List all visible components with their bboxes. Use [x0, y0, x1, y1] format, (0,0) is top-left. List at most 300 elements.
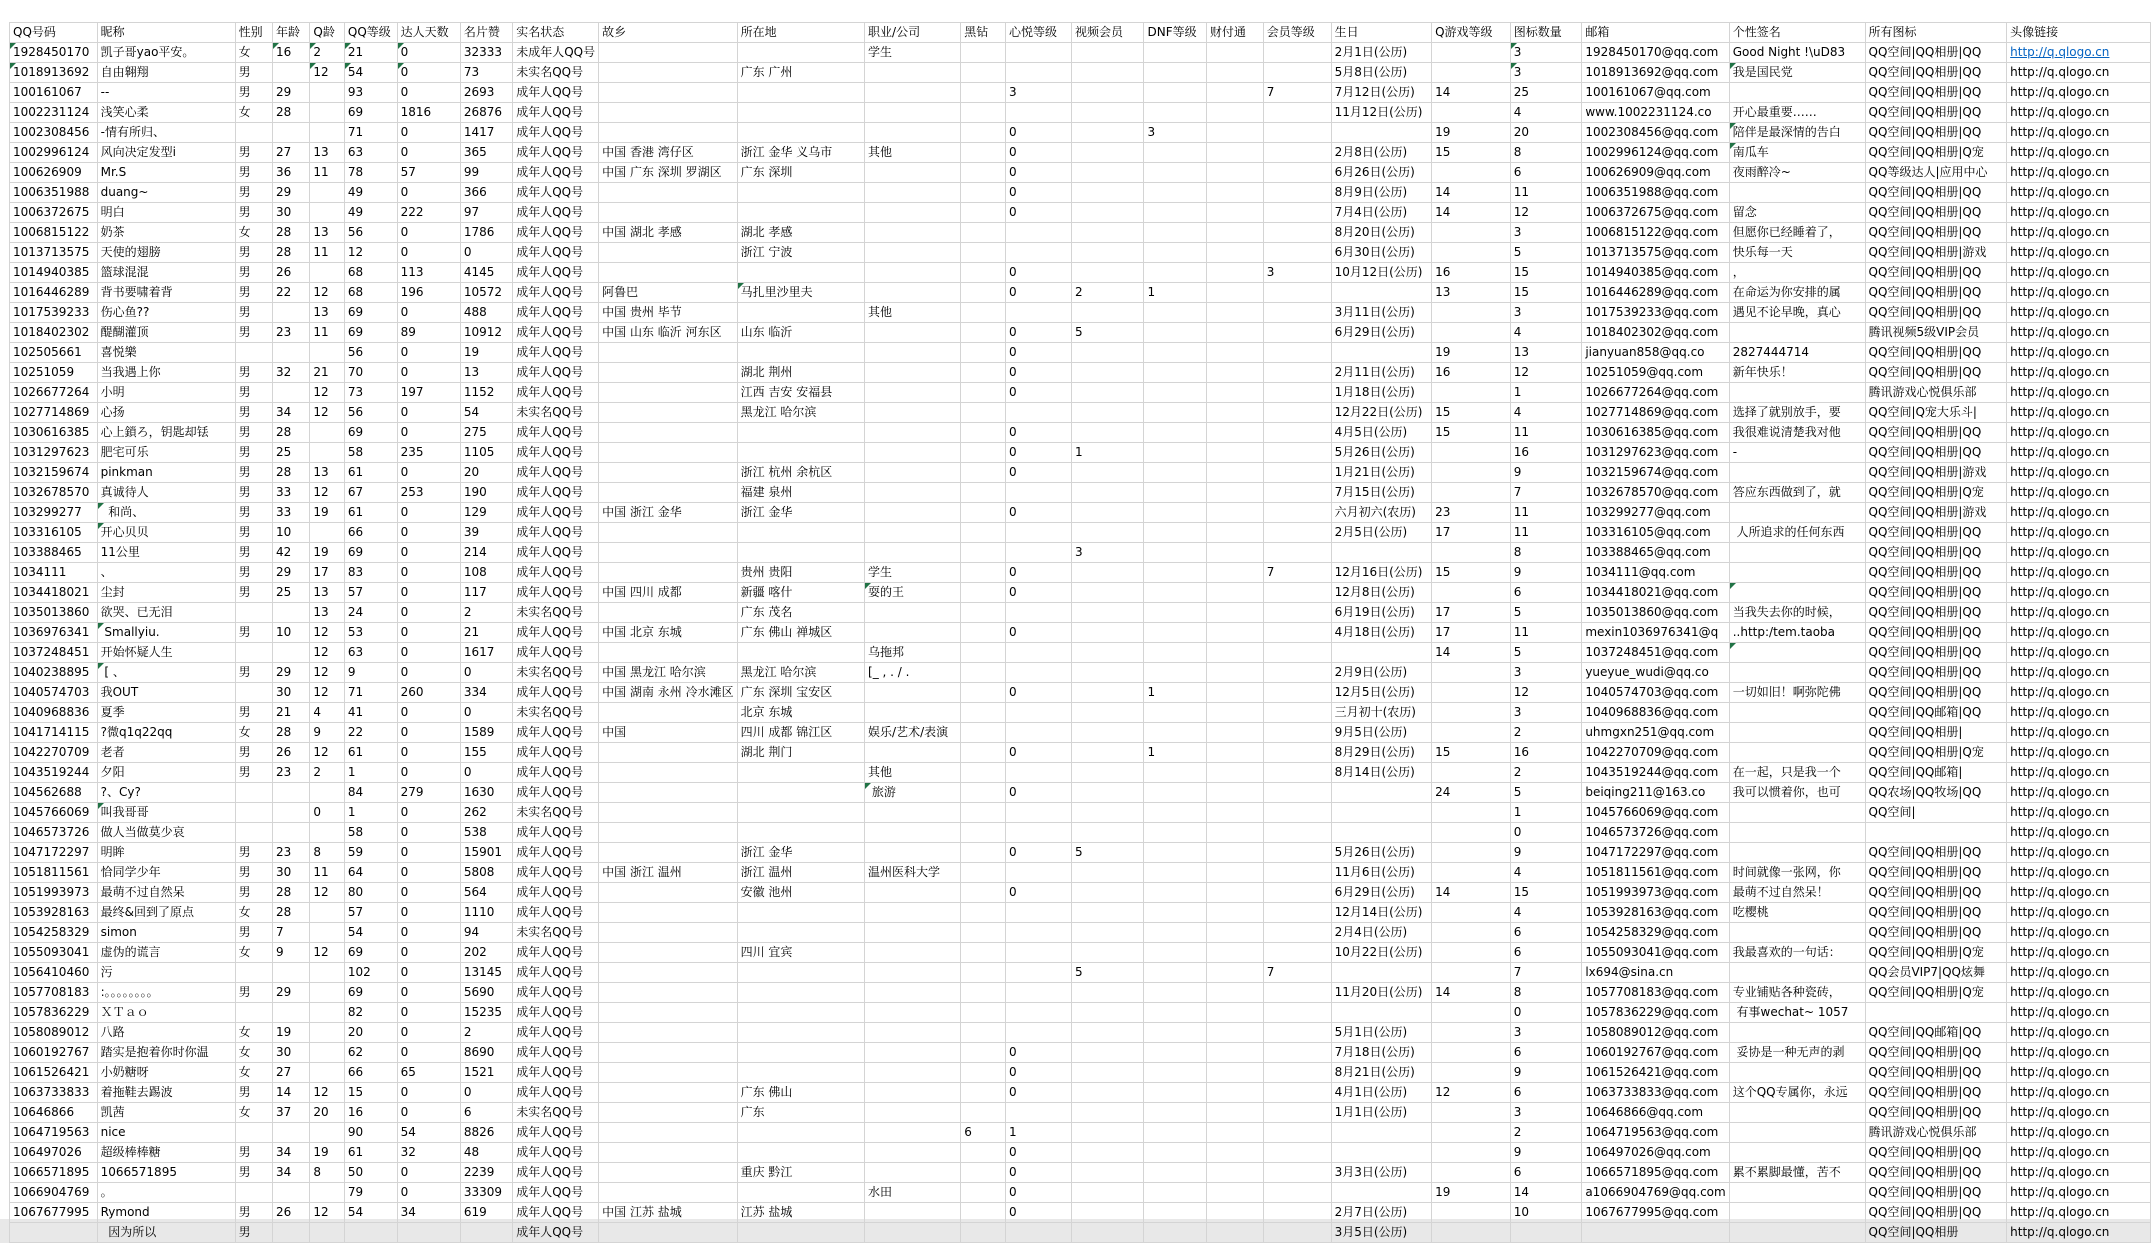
cell[interactable]: 11 — [310, 243, 344, 263]
cell[interactable]: 1006815122@qq.com — [1582, 223, 1729, 243]
cell[interactable] — [273, 1123, 310, 1143]
cell[interactable]: 女 — [235, 1043, 272, 1063]
cell[interactable] — [961, 1143, 1006, 1163]
cell[interactable]: 浙江 杭州 余杭区 — [737, 463, 864, 483]
cell[interactable] — [737, 203, 864, 223]
cell[interactable] — [1072, 523, 1144, 543]
cell[interactable]: QQ空间|Q宠大乐斗| — [1865, 403, 2007, 423]
cell[interactable]: 28 — [273, 723, 310, 743]
cell[interactable] — [1206, 803, 1263, 823]
cell[interactable] — [235, 783, 272, 803]
cell[interactable] — [1072, 803, 1144, 823]
cell[interactable]: 22 — [273, 283, 310, 303]
cell[interactable] — [1729, 643, 1865, 663]
cell[interactable]: 0 — [397, 763, 460, 783]
cell[interactable]: 29 — [273, 563, 310, 583]
cell[interactable]: 0 — [397, 1083, 460, 1103]
cell[interactable]: 中国 浙江 金华 — [599, 503, 737, 523]
cell[interactable]: 49 — [344, 203, 397, 223]
cell[interactable]: 2693 — [460, 83, 512, 103]
cell[interactable] — [1331, 643, 1432, 663]
cell[interactable]: 男 — [235, 883, 272, 903]
cell[interactable]: 未实名QQ号 — [513, 63, 599, 83]
cell[interactable] — [1729, 383, 1865, 403]
cell[interactable]: http://q.qlogo.cn — [2007, 283, 2151, 303]
cell[interactable] — [1206, 863, 1263, 883]
cell[interactable] — [1263, 983, 1331, 1003]
cell[interactable]: 浙江 金华 — [737, 843, 864, 863]
cell[interactable] — [1006, 643, 1072, 663]
cell[interactable]: 做人当做莫少哀 — [97, 823, 235, 843]
cell[interactable] — [1263, 403, 1331, 423]
cell[interactable]: 0 — [1006, 743, 1072, 763]
cell[interactable]: 102 — [344, 963, 397, 983]
cell[interactable] — [273, 1003, 310, 1023]
cell[interactable]: 娱乐/艺术/表演 — [865, 723, 961, 743]
cell[interactable]: 成年人QQ号 — [513, 203, 599, 223]
cell[interactable]: 1 — [1144, 283, 1206, 303]
cell[interactable]: QQ空间|QQ相册|QQ — [1865, 543, 2007, 563]
cell[interactable] — [1206, 63, 1263, 83]
cell[interactable]: 103388465 — [10, 543, 98, 563]
cell[interactable]: 最终&回到了原点 — [97, 903, 235, 923]
cell[interactable]: QQ空间|QQ相册|QQ — [1865, 883, 2007, 903]
cell[interactable]: 1521 — [460, 1063, 512, 1083]
cell[interactable]: 湖北 孝感 — [737, 223, 864, 243]
cell[interactable] — [1072, 763, 1144, 783]
cell[interactable]: 成年人QQ号 — [513, 1123, 599, 1143]
cell[interactable]: 1061526421@qq.com — [1582, 1063, 1729, 1083]
cell[interactable]: 1026677264 — [10, 383, 98, 403]
cell[interactable]: 102505661 — [10, 343, 98, 363]
cell[interactable]: 26 — [273, 263, 310, 283]
cell[interactable]: 1016446289@qq.com — [1582, 283, 1729, 303]
cell[interactable]: 1066904769 — [10, 1183, 98, 1203]
cell[interactable]: 82 — [344, 1003, 397, 1023]
cell[interactable]: 56 — [344, 343, 397, 363]
cell[interactable]: 成年人QQ号 — [513, 843, 599, 863]
cell[interactable] — [1729, 463, 1865, 483]
cell[interactable] — [235, 123, 272, 143]
cell[interactable]: 1 — [1510, 803, 1582, 823]
cell[interactable]: 6 — [1510, 923, 1582, 943]
cell[interactable] — [273, 63, 310, 83]
cell[interactable] — [1432, 1203, 1511, 1223]
cell[interactable]: http://q.qlogo.cn — [2007, 1183, 2151, 1203]
cell[interactable] — [1006, 523, 1072, 543]
cell[interactable]: duang~ — [97, 183, 235, 203]
cell[interactable] — [1263, 443, 1331, 463]
cell[interactable] — [1432, 443, 1511, 463]
cell[interactable]: 17 — [310, 563, 344, 583]
cell[interactable] — [961, 923, 1006, 943]
cell[interactable]: QQ会员VIP7|QQ炫舞 — [1865, 963, 2007, 983]
cell[interactable] — [1206, 923, 1263, 943]
cell[interactable] — [737, 783, 864, 803]
cell[interactable]: 100626909@qq.com — [1582, 163, 1729, 183]
cell[interactable] — [310, 423, 344, 443]
cell[interactable]: 成年人QQ号 — [513, 1143, 599, 1163]
cell[interactable] — [1072, 1123, 1144, 1143]
cell[interactable] — [235, 603, 272, 623]
cell[interactable]: 10月12日(公历) — [1331, 263, 1432, 283]
cell[interactable]: 11 — [310, 863, 344, 883]
cell[interactable]: 8 — [1510, 143, 1582, 163]
cell[interactable] — [1432, 583, 1511, 603]
cell[interactable]: 中国 湖南 永州 冷水滩区 — [599, 683, 737, 703]
cell[interactable]: 103299277 — [10, 503, 98, 523]
cell[interactable] — [1263, 623, 1331, 643]
cell[interactable]: 2月5日(公历) — [1331, 523, 1432, 543]
cell[interactable] — [865, 203, 961, 223]
cell[interactable] — [1206, 103, 1263, 123]
cell[interactable]: 成年人QQ号 — [513, 763, 599, 783]
cell[interactable]: 1032678570 — [10, 483, 98, 503]
cell[interactable]: 4 — [310, 703, 344, 723]
cell[interactable]: 1045766069 — [10, 803, 98, 823]
cell[interactable] — [1206, 583, 1263, 603]
cell[interactable]: 成年人QQ号 — [513, 1183, 599, 1203]
cell[interactable] — [1432, 803, 1511, 823]
cell[interactable]: http://q.qlogo.cn — [2007, 463, 2151, 483]
cell[interactable]: 12 — [1510, 203, 1582, 223]
cell[interactable]: 61 — [344, 1143, 397, 1163]
column-header-1[interactable]: QQ号码 — [10, 23, 98, 43]
cell[interactable]: 男 — [235, 983, 272, 1003]
cell[interactable] — [1072, 183, 1144, 203]
cell[interactable]: 24 — [344, 603, 397, 623]
cell[interactable]: 0 — [397, 883, 460, 903]
cell[interactable] — [1331, 803, 1432, 823]
cell[interactable]: 73 — [344, 383, 397, 403]
cell[interactable]: 成年人QQ号 — [513, 343, 599, 363]
cell[interactable] — [737, 823, 864, 843]
cell[interactable] — [1582, 1223, 1729, 1243]
cell[interactable]: 5 — [1510, 643, 1582, 663]
cell[interactable] — [1263, 883, 1331, 903]
cell[interactable]: http://q.qlogo.cn — [2007, 1203, 2151, 1223]
cell[interactable]: 15 — [1510, 263, 1582, 283]
cell[interactable]: 0 — [1006, 383, 1072, 403]
cell[interactable]: 66 — [344, 523, 397, 543]
cell[interactable]: 12 — [310, 63, 344, 83]
cell[interactable] — [961, 523, 1006, 543]
cell[interactable] — [1006, 863, 1072, 883]
cell[interactable]: 58 — [344, 443, 397, 463]
cell[interactable]: http://q.qlogo.cn — [2007, 743, 2151, 763]
cell[interactable] — [1729, 723, 1865, 743]
cell[interactable]: 3 — [1510, 43, 1582, 63]
cell[interactable] — [1432, 43, 1511, 63]
cell[interactable]: http://q.qlogo.cn — [2007, 523, 2151, 543]
cell[interactable] — [1865, 1003, 2007, 1023]
cell[interactable] — [1206, 723, 1263, 743]
cell[interactable]: http://q.qlogo.cn — [2007, 1143, 2151, 1163]
cell[interactable]: QQ空间|QQ相册 — [1865, 1223, 2007, 1243]
cell[interactable]: http://q.qlogo.cn — [2007, 623, 2151, 643]
cell[interactable] — [1144, 943, 1206, 963]
cell[interactable]: 103388465@qq.com — [1582, 543, 1729, 563]
cell[interactable] — [1072, 943, 1144, 963]
cell[interactable] — [961, 103, 1006, 123]
cell[interactable] — [737, 963, 864, 983]
cell[interactable]: 中国 浙江 温州 — [599, 863, 737, 883]
cell[interactable] — [865, 183, 961, 203]
cell[interactable] — [1729, 1223, 1865, 1243]
cell[interactable] — [310, 103, 344, 123]
cell[interactable]: 0 — [460, 763, 512, 783]
cell[interactable]: http://q.qlogo.cn — [2007, 163, 2151, 183]
cell[interactable]: QQ空间|QQ相册|QQ — [1865, 263, 2007, 283]
cell[interactable] — [1006, 483, 1072, 503]
cell[interactable]: 1589 — [460, 723, 512, 743]
cell[interactable] — [1144, 1123, 1206, 1143]
cell[interactable]: http://q.qlogo.cn — [2007, 1083, 2151, 1103]
cell[interactable]: 275 — [460, 423, 512, 443]
cell[interactable] — [1072, 263, 1144, 283]
cell[interactable]: 成年人QQ号 — [513, 503, 599, 523]
cell[interactable]: http://q.qlogo.cn — [2007, 903, 2151, 923]
cell[interactable]: 因为所以 — [97, 1223, 235, 1243]
cell[interactable] — [1006, 223, 1072, 243]
cell[interactable] — [1729, 83, 1865, 103]
cell[interactable]: QQ空间|QQ相册|QQ — [1865, 443, 2007, 463]
cell[interactable]: 1063733833@qq.com — [1582, 1083, 1729, 1103]
cell[interactable] — [310, 1023, 344, 1043]
cell[interactable]: 一切如旧！啊弥陀佛 — [1729, 683, 1865, 703]
cell[interactable]: 27 — [273, 143, 310, 163]
cell[interactable]: http://q.qlogo.cn — [2007, 423, 2151, 443]
cell[interactable] — [961, 223, 1006, 243]
cell[interactable]: 23 — [273, 323, 310, 343]
cell[interactable] — [1263, 143, 1331, 163]
cell[interactable]: 1032678570@qq.com — [1582, 483, 1729, 503]
cell[interactable] — [1006, 63, 1072, 83]
cell[interactable] — [961, 983, 1006, 1003]
cell[interactable]: 男 — [235, 323, 272, 343]
cell[interactable] — [1072, 1003, 1144, 1023]
cell[interactable]: 四川 成都 锦江区 — [737, 723, 864, 743]
cell[interactable]: 100161067@qq.com — [1582, 83, 1729, 103]
cell[interactable]: 0 — [397, 503, 460, 523]
column-header-25[interactable]: 头像链接 — [2007, 23, 2151, 43]
cell[interactable] — [1072, 783, 1144, 803]
cell[interactable]: 155 — [460, 743, 512, 763]
cell[interactable]: 1 — [1144, 683, 1206, 703]
cell[interactable] — [1432, 103, 1511, 123]
cell[interactable] — [865, 523, 961, 543]
cell[interactable]: 1051993973@qq.com — [1582, 883, 1729, 903]
cell[interactable]: 成年人QQ号 — [513, 543, 599, 563]
cell[interactable]: 夕阳 — [97, 763, 235, 783]
cell[interactable]: 1047172297 — [10, 843, 98, 863]
cell[interactable]: 女 — [235, 1023, 272, 1043]
cell[interactable]: 未实名QQ号 — [513, 703, 599, 723]
cell[interactable]: 6月29日(公历) — [1331, 323, 1432, 343]
cell[interactable]: 开心最重要…… — [1729, 103, 1865, 123]
cell[interactable]: 8月21日(公历) — [1331, 1063, 1432, 1083]
cell[interactable]: 1051811561@qq.com — [1582, 863, 1729, 883]
cell[interactable]: 2 — [1510, 1123, 1582, 1143]
cell[interactable] — [961, 863, 1006, 883]
cell[interactable]: 34 — [397, 1203, 460, 1223]
cell[interactable]: 29 — [273, 83, 310, 103]
cell[interactable]: 1066571895 — [10, 1163, 98, 1183]
cell[interactable] — [310, 263, 344, 283]
cell[interactable] — [599, 263, 737, 283]
cell[interactable]: http://q.qlogo.cn — [2007, 123, 2151, 143]
cell[interactable]: 89 — [397, 323, 460, 343]
cell[interactable]: 最萌不过自然呆！ — [1729, 883, 1865, 903]
cell[interactable] — [1729, 663, 1865, 683]
column-header-3[interactable]: 性别 — [235, 23, 272, 43]
column-header-15[interactable]: 视频会员 — [1072, 23, 1144, 43]
cell[interactable] — [1729, 323, 1865, 343]
cell[interactable] — [1331, 1183, 1432, 1203]
cell[interactable] — [1432, 303, 1511, 323]
cell[interactable]: 阿鲁巴 — [599, 283, 737, 303]
cell[interactable]: 男 — [235, 63, 272, 83]
cell[interactable]: 3 — [1144, 123, 1206, 143]
cell[interactable]: http://q.qlogo.cn — [2007, 663, 2151, 683]
cell[interactable]: 成年人QQ号 — [513, 383, 599, 403]
cell[interactable]: 14 — [1432, 83, 1511, 103]
cell[interactable]: 15235 — [460, 1003, 512, 1023]
cell[interactable] — [865, 503, 961, 523]
cell[interactable] — [1263, 803, 1331, 823]
cell[interactable]: 4月1日(公历) — [1331, 1083, 1432, 1103]
cell[interactable]: 80 — [344, 883, 397, 903]
cell[interactable] — [961, 443, 1006, 463]
cell[interactable]: 19 — [273, 1023, 310, 1043]
cell[interactable]: 1816 — [397, 103, 460, 123]
cell[interactable] — [865, 1223, 961, 1243]
cell[interactable]: 1036976341 — [10, 623, 98, 643]
cell[interactable] — [1144, 203, 1206, 223]
cell[interactable] — [1144, 663, 1206, 683]
cell[interactable] — [865, 463, 961, 483]
column-header-14[interactable]: 心悦等级 — [1006, 23, 1072, 43]
cell[interactable]: 10572 — [460, 283, 512, 303]
cell[interactable]: 0 — [1006, 283, 1072, 303]
cell[interactable]: 1002308456 — [10, 123, 98, 143]
cell[interactable] — [1144, 723, 1206, 743]
cell[interactable]: 中国 香港 湾仔区 — [599, 143, 737, 163]
cell[interactable] — [1072, 1103, 1144, 1123]
cell[interactable]: 8月20日(公历) — [1331, 223, 1432, 243]
cell[interactable]: QQ空间|QQ相册|QQ — [1865, 283, 2007, 303]
cell[interactable]: 南瓜车 — [1729, 143, 1865, 163]
cell[interactable]: simon — [97, 923, 235, 943]
cell[interactable] — [1006, 823, 1072, 843]
cell[interactable]: 56 — [344, 403, 397, 423]
cell[interactable] — [1072, 583, 1144, 603]
cell[interactable]: 女 — [235, 103, 272, 123]
cell[interactable]: 我最喜欢的一句话： — [1729, 943, 1865, 963]
cell[interactable]: 117 — [460, 583, 512, 603]
cell[interactable]: 0 — [397, 603, 460, 623]
cell[interactable]: 10月22日(公历) — [1331, 943, 1432, 963]
cell[interactable]: 成年人QQ号 — [513, 563, 599, 583]
cell[interactable]: 196 — [397, 283, 460, 303]
cell[interactable]: 26 — [273, 743, 310, 763]
cell[interactable]: 0 — [397, 703, 460, 723]
cell[interactable] — [1206, 463, 1263, 483]
cell[interactable]: 叫我哥哥 — [97, 803, 235, 823]
cell[interactable]: 成年人QQ号 — [513, 423, 599, 443]
cell[interactable]: 0 — [1006, 323, 1072, 343]
cell[interactable]: 104562688 — [10, 783, 98, 803]
cell[interactable] — [599, 923, 737, 943]
cell[interactable]: 12 — [310, 403, 344, 423]
column-header-10[interactable]: 故乡 — [599, 23, 737, 43]
cell[interactable] — [1331, 1123, 1432, 1143]
cell[interactable] — [1006, 723, 1072, 743]
cell[interactable]: 恰同学少年 — [97, 863, 235, 883]
cell[interactable] — [1072, 103, 1144, 123]
cell[interactable]: 1002996124@qq.com — [1582, 143, 1729, 163]
cell[interactable]: 4 — [1510, 863, 1582, 883]
cell[interactable]: 男 — [235, 623, 272, 643]
cell[interactable] — [310, 903, 344, 923]
cell[interactable] — [1144, 543, 1206, 563]
cell[interactable]: 成年人QQ号 — [513, 943, 599, 963]
cell[interactable]: 9月5日(公历) — [1331, 723, 1432, 743]
cell[interactable] — [1206, 1023, 1263, 1043]
cell[interactable]: QQ空间|QQ相册|QQ — [1865, 623, 2007, 643]
cell[interactable]: 12月5日(公历) — [1331, 683, 1432, 703]
cell[interactable] — [1072, 243, 1144, 263]
cell[interactable] — [1263, 163, 1331, 183]
cell[interactable] — [961, 483, 1006, 503]
cell[interactable]: 4 — [1510, 103, 1582, 123]
cell[interactable] — [1144, 1023, 1206, 1043]
cell[interactable]: 男 — [235, 583, 272, 603]
cell[interactable]: mexin1036976341@q — [1582, 623, 1729, 643]
cell[interactable]: 13 — [310, 603, 344, 623]
cell[interactable] — [737, 1003, 864, 1023]
cell[interactable]: 中国 — [599, 723, 737, 743]
cell[interactable] — [1206, 543, 1263, 563]
cell[interactable] — [1729, 563, 1865, 583]
cell[interactable]: 男 — [235, 763, 272, 783]
cell[interactable] — [1263, 323, 1331, 343]
cell[interactable] — [1006, 303, 1072, 323]
cell[interactable]: 湖北 荆州 — [737, 363, 864, 383]
cell[interactable]: 当我失去你的时候， — [1729, 603, 1865, 623]
cell[interactable] — [737, 543, 864, 563]
cell[interactable]: 129 — [460, 503, 512, 523]
cell[interactable] — [1729, 1183, 1865, 1203]
cell[interactable]: 男 — [235, 363, 272, 383]
cell[interactable] — [1729, 1063, 1865, 1083]
cell[interactable]: 20 — [460, 463, 512, 483]
cell[interactable] — [961, 343, 1006, 363]
cell[interactable] — [1072, 363, 1144, 383]
cell[interactable] — [1206, 663, 1263, 683]
cell[interactable]: 未实名QQ号 — [513, 923, 599, 943]
cell[interactable] — [1144, 883, 1206, 903]
cell[interactable]: 1 — [344, 803, 397, 823]
cell[interactable]: 中国 北京 东城 — [599, 623, 737, 643]
cell[interactable]: 42 — [273, 543, 310, 563]
cell[interactable]: 99 — [460, 163, 512, 183]
cell[interactable] — [1072, 383, 1144, 403]
cell[interactable]: QQ空间|QQ相册|QQ — [1865, 1063, 2007, 1083]
cell[interactable]: 背书要啸着背 — [97, 283, 235, 303]
cell[interactable]: 28 — [273, 103, 310, 123]
cell[interactable]: [ 、 — [97, 663, 235, 683]
